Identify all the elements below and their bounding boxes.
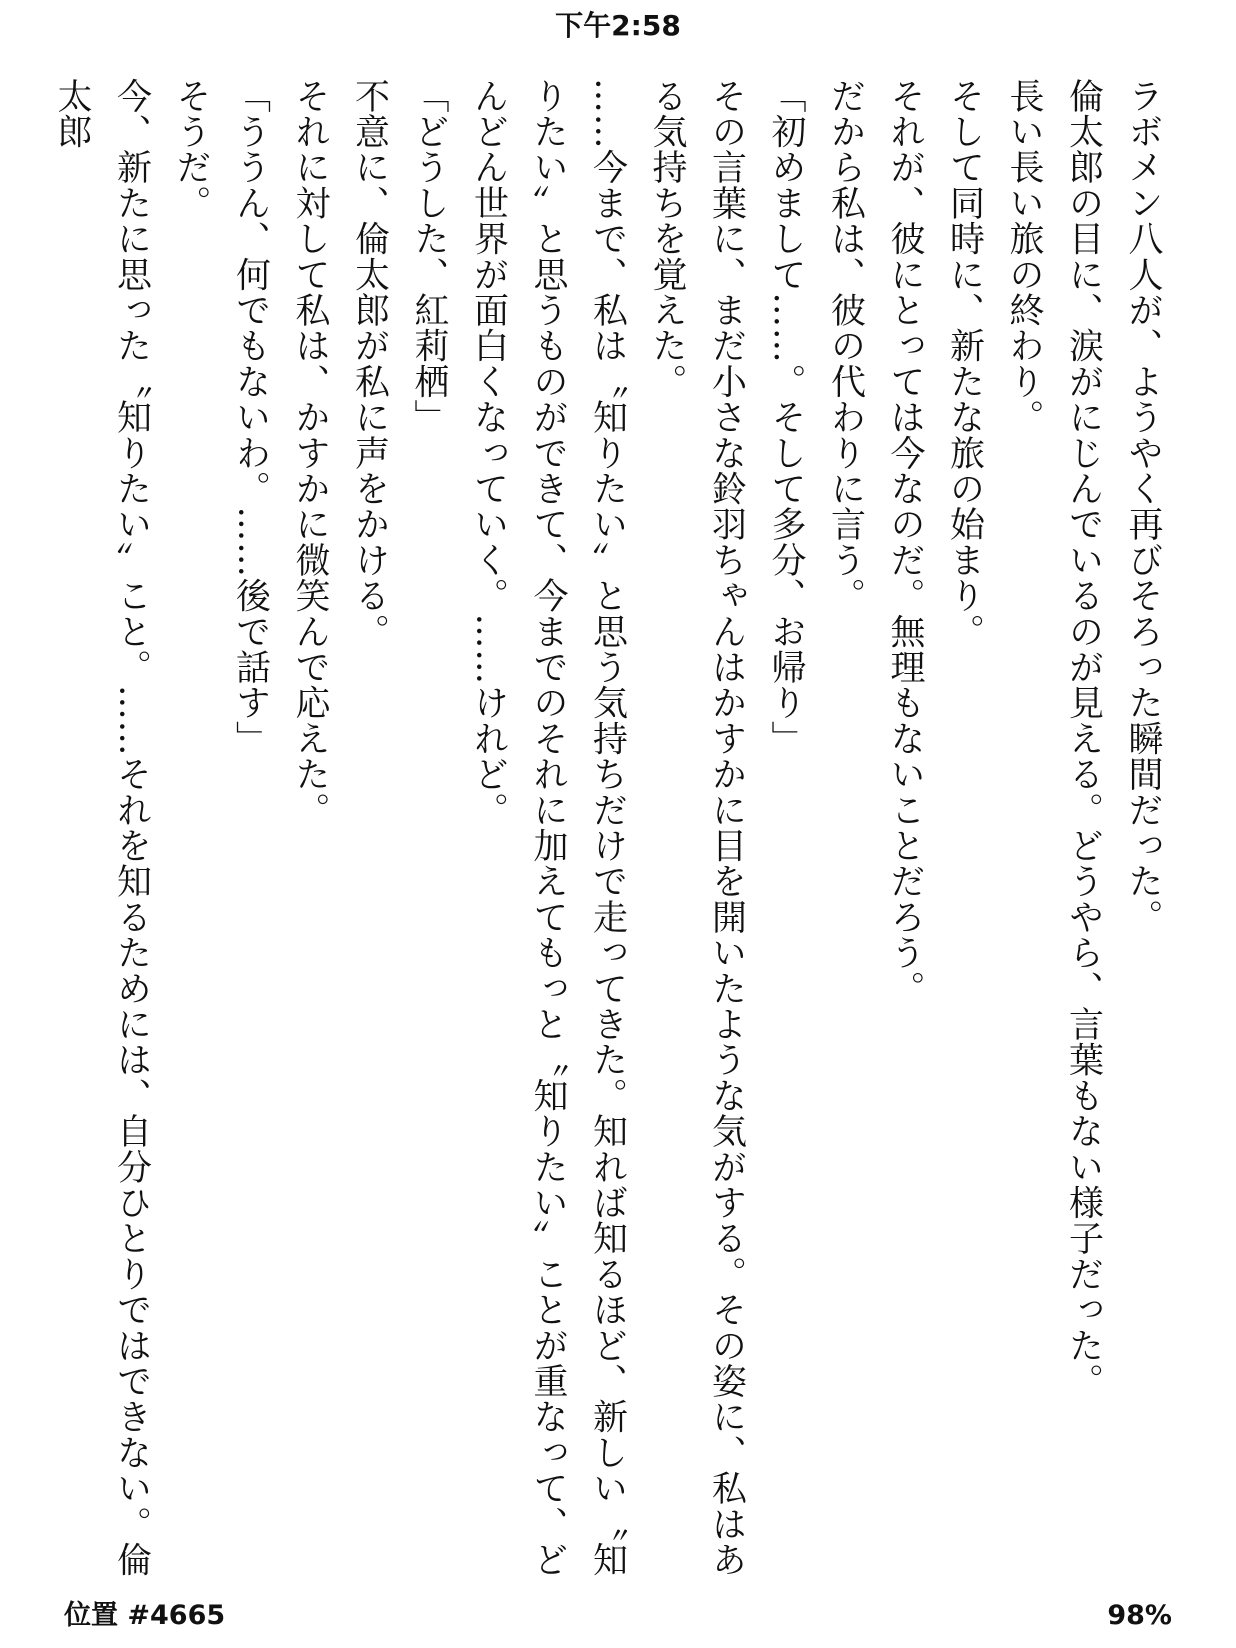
text-line: そうだ。 [171,78,211,221]
book-text [42,78,1173,1578]
text-line: その言葉に、まだ小さな鈴羽ちゃんはかすかに目を開いたような気がする。その姿に、私はある気持ちを覚えた。 [647,78,747,1578]
text-line: 不意に、倫太郎が私に声をかける。 [349,78,390,650]
location-indicator: 位置 #4665 [64,1600,226,1631]
progress-percent: 98% [1107,1600,1172,1631]
text-line: ラボメン八人が、ようやく再びそろった瞬間だった。 [1123,78,1163,935]
text-line: 「どうした、紅莉栖」 [409,78,449,435]
text-line: 長い長い旅の終わり。 [1004,78,1044,435]
text-line: それが、彼にとっては今なのだ。無理もないことだろう。 [885,78,925,1007]
text-line: それに対して私は、かすかに微笑んで応えた。 [290,78,330,828]
text-line: だから私は、彼の代わりに言う。 [825,78,866,614]
status-time: 下午2:58 [555,9,681,42]
text-line: ……今まで、私は〝知りたい〟と思う気持ちだけで走ってきた。知れば知るほど、新しい〝知りたい〟と思うものができて、今までのそれに加えてもっと〝知りたい〟ことが重なって、どんどん世界が面白くなっていく。……けれど。 [468,78,628,1578]
text-line: 「ううん、何でもないわ。……後で話す」 [230,78,271,757]
text-line: 今、新たに思った〝知りたい〟こと。……それを知るためには、自分ひとりではできない。倫太郎 [52,78,152,1578]
text-line: そして同時に、新たな旅の始まり。 [944,78,985,650]
text-line: 「初めまして……。そして多分、お帰り」 [766,78,806,757]
reading-area[interactable] [52,78,1172,1578]
text-line: 倫太郎の目に、涙がにじんでいるのが見える。どうやら、言葉もない様子だった。 [1063,78,1104,1399]
